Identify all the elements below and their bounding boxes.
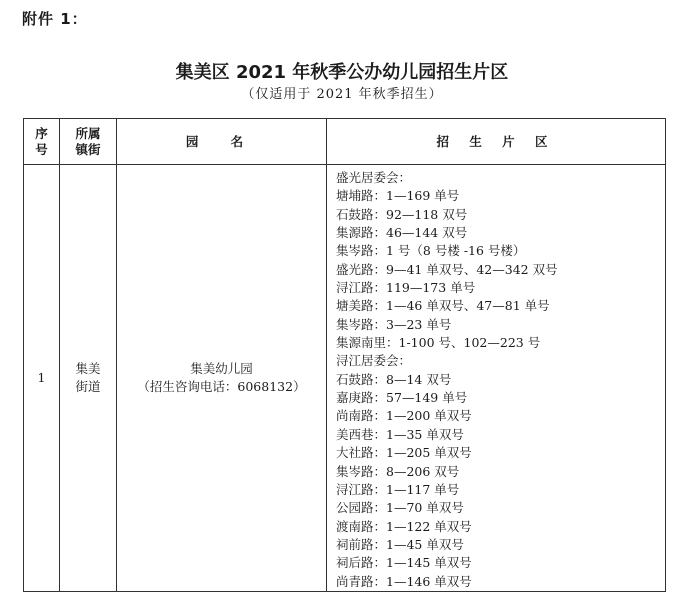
area-line: 盛光居委会： — [336, 170, 412, 185]
kindergarten-phone: （招生咨询电话：6068132） — [137, 378, 306, 394]
header-kindergarten — [117, 119, 327, 165]
table-header-row — [24, 119, 666, 165]
header-seq-line1: 序 — [35, 125, 48, 141]
area-line: 尚青路：1—146 单双号 — [336, 573, 472, 589]
area-line: 集岑路：8—206 双号 — [336, 463, 460, 479]
area-line: 祠后路：1—145 单双号 — [336, 555, 472, 571]
header-area — [327, 119, 666, 165]
town-line2: 街道 — [75, 378, 101, 394]
table-row — [24, 165, 666, 592]
area-line: 塘埔路：1—169 单号 — [336, 188, 460, 204]
area-line: 浔江居委会： — [336, 353, 412, 369]
enrollment-area-table — [23, 118, 666, 592]
cell-areas — [327, 165, 666, 592]
document-title: 集美区 2021 年秋季公办幼儿园招生片区 — [175, 62, 509, 83]
area-line: 集岑路：1 号（8 号楼 -16 号楼） — [336, 243, 526, 259]
area-line: 石鼓路：92—118 双号 — [336, 206, 468, 222]
cell-seq: 1 — [24, 165, 60, 592]
area-line: 浔江路：119—173 单号 — [336, 280, 476, 296]
attachment-label: 附件 1： — [22, 10, 88, 28]
area-line: 盛光路：9—41 单双号、42—342 双号 — [336, 261, 558, 277]
area-line: 集源路：46—144 双号 — [336, 225, 468, 241]
cell-town — [60, 165, 117, 592]
header-town-line2: 镇街 — [75, 141, 101, 157]
kindergarten-name: 集美幼儿园 — [190, 360, 253, 376]
document-subtitle: （仅适用于 2021 年秋季招生） — [241, 87, 443, 102]
area-line: 集岑路：3—23 单号 — [336, 316, 452, 332]
area-line: 美西巷：1—35 单双号 — [336, 426, 464, 442]
area-line: 浔江路：1—117 单号 — [336, 481, 460, 497]
area-line: 石鼓路：8—14 双号 — [336, 371, 452, 387]
header-seq — [24, 119, 60, 165]
area-line: 嘉庚路：57—149 单号 — [336, 390, 468, 406]
header-town — [60, 119, 117, 165]
area-line: 大社路：1—205 单双号 — [336, 445, 472, 461]
area-line: 祠前路：1—45 单双号 — [336, 536, 464, 552]
header-area-label: 招 生 片 区 — [436, 133, 556, 149]
area-line: 集源南里：1-100 号、102—223 号 — [336, 335, 541, 351]
header-kindergarten-label: 园 名 — [185, 133, 258, 149]
header-town-line1: 所属 — [75, 125, 101, 141]
area-line: 渡南路：1—122 单双号 — [336, 518, 472, 534]
cell-kindergarten — [117, 165, 327, 592]
area-line: 尚南路：1—200 单双号 — [336, 408, 472, 424]
area-line: 公园路：1—70 单双号 — [336, 500, 464, 516]
town-line1: 集美 — [75, 360, 101, 376]
area-line: 塘美路：1—46 单双号、47—81 单号 — [336, 298, 550, 314]
header-seq-line2: 号 — [35, 141, 48, 157]
